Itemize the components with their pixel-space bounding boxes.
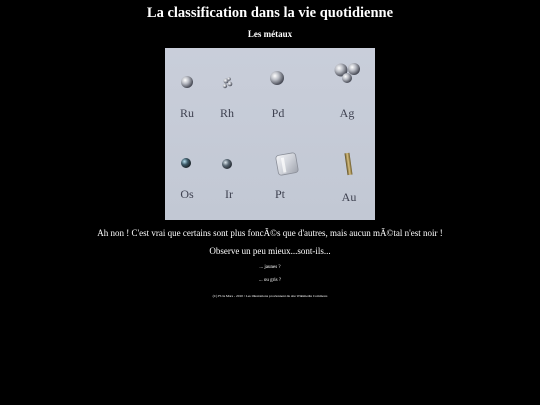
prompt-text: Observe un peu mieux...sont-ils... bbox=[209, 246, 331, 256]
au-sample bbox=[344, 153, 352, 175]
page-subtitle: Les métaux bbox=[247, 29, 293, 39]
metal-label-ir: Ir bbox=[225, 187, 233, 201]
page-title: La classification dans la vie quotidienne bbox=[146, 5, 394, 21]
metals-photo bbox=[165, 48, 375, 220]
ir-sample bbox=[222, 159, 232, 169]
metal-label-au: Au bbox=[341, 190, 357, 204]
ag-sample bbox=[335, 63, 361, 83]
metal-label-rh: Rh bbox=[219, 106, 234, 120]
metal-label-ru: Ru bbox=[179, 106, 194, 120]
metal-label-pd: Pd bbox=[271, 106, 285, 120]
explanation-text: Ah non ! C'est vrai que certains sont plus foncÃ©s que d'autres, mais aucun mÃ©tal n'est noir ! bbox=[97, 228, 443, 238]
metal-label-pt: Pt bbox=[274, 187, 285, 201]
pt-sample bbox=[275, 152, 298, 175]
ru-sample bbox=[181, 76, 193, 88]
metal-label-ag: Ag bbox=[339, 106, 355, 120]
pd-sample bbox=[270, 71, 284, 85]
rh-sample bbox=[223, 77, 233, 88]
os-sample bbox=[181, 158, 191, 168]
question-grey: ... ou gris ? bbox=[258, 278, 282, 283]
credit-footer: (C) FUA Mars - 2010 / Les illustrations proviennent du site Wikimedia Commons bbox=[212, 294, 328, 298]
metal-label-os: Os bbox=[180, 187, 194, 201]
question-yellow: ... jaunes ? bbox=[259, 265, 281, 270]
